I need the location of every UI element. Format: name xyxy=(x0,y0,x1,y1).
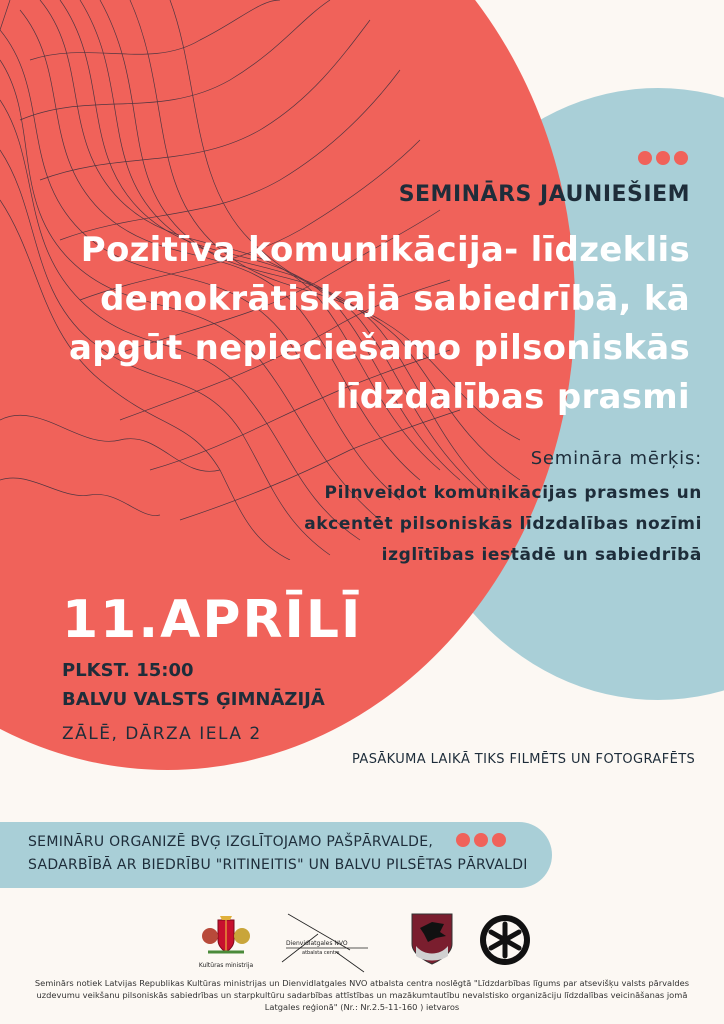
organizer-text xyxy=(28,831,528,877)
event-date: 11.APRĪLĪ xyxy=(62,590,363,650)
footer-line: uzdevumu veikšanu pilsoniskās sabiedrības un starpkultūru sadarbības attīstības un mazākumtautību nevalstisko organizāciju līdzdalības veicināšanas jomā xyxy=(36,990,688,1000)
event-time: PLKST. 15:00 xyxy=(62,660,194,681)
goal-line: izglītības iestādē un sabiedrībā xyxy=(381,545,702,565)
nvo-label-1: Dienvidlatgales NVO xyxy=(286,940,348,947)
event-place: BALVU VALSTS ĢIMNĀZIJĀ xyxy=(62,689,325,710)
dot-icon xyxy=(456,833,470,847)
dot-icon xyxy=(492,833,506,847)
coat-of-arms-icon xyxy=(196,914,256,958)
event-hall: ZĀLĒ, DĀRZA IELA 2 xyxy=(62,724,262,744)
seminar-subtitle: SEMINĀRS JAUNIEŠIEM xyxy=(398,182,690,207)
organizer-line: SADARBĪBĀ AR BIEDRĪBU "RITINEITIS" UN BALVU PILSĒTAS PĀRVALDI xyxy=(28,857,528,873)
dot-icon xyxy=(674,151,688,165)
dot-icon xyxy=(474,833,488,847)
seminar-title xyxy=(69,226,690,422)
decorative-dots-banner xyxy=(456,833,506,847)
goal-text xyxy=(304,478,702,571)
title-line: Pozitīva komunikācija- līdzeklis xyxy=(80,230,690,270)
nvo-label-2: atbalsta centrs xyxy=(302,950,340,956)
goal-line: akcentēt pilsoniskās līdzdalības nozīmi xyxy=(304,514,702,534)
ministry-logo xyxy=(196,914,256,968)
dot-icon xyxy=(656,151,670,165)
filming-notice: PASĀKUMA LAIKĀ TIKS FILMĒTS UN FOTOGRAFĒTS xyxy=(352,752,696,767)
footer-line: Seminārs notiek Latvijas Republikas Kultūras ministrijas un Dienvidlatgales NVO atbalsta centra noslēgtā "Līdzdarbības līgums par atsevišķu valsts pārvaldes xyxy=(34,978,690,988)
goal-line: Pilnveidot komunikācijas prasmes un xyxy=(324,483,702,503)
ministry-label: Kultūras ministrija xyxy=(198,962,254,969)
footer-line: Latgales reģionā" (Nr.: Nr.2.5-11-160 ) ietvaros xyxy=(264,1002,460,1012)
funding-footer xyxy=(0,977,724,1013)
decorative-dots-top xyxy=(638,151,688,165)
dot-icon xyxy=(638,151,652,165)
title-line: līdzdalības prasmi xyxy=(335,377,690,417)
title-line: apgūt nepieciešamo pilsoniskās xyxy=(68,328,690,368)
wheel-icon xyxy=(479,914,531,966)
organizer-line: SEMINĀRU ORGANIZĒ BVĢ IZGLĪTOJAMO PAŠPĀRVALDE, xyxy=(28,834,434,850)
balvi-coat-of-arms xyxy=(410,912,454,966)
ritineitis-logo xyxy=(479,914,531,966)
organizer-banner xyxy=(0,822,552,888)
shield-icon xyxy=(410,912,454,966)
nvo-centre-logo xyxy=(278,912,374,974)
title-line: demokrātiskajā sabiedrībā, kā xyxy=(100,279,690,319)
goal-label: Semināra mērķis: xyxy=(530,448,702,469)
